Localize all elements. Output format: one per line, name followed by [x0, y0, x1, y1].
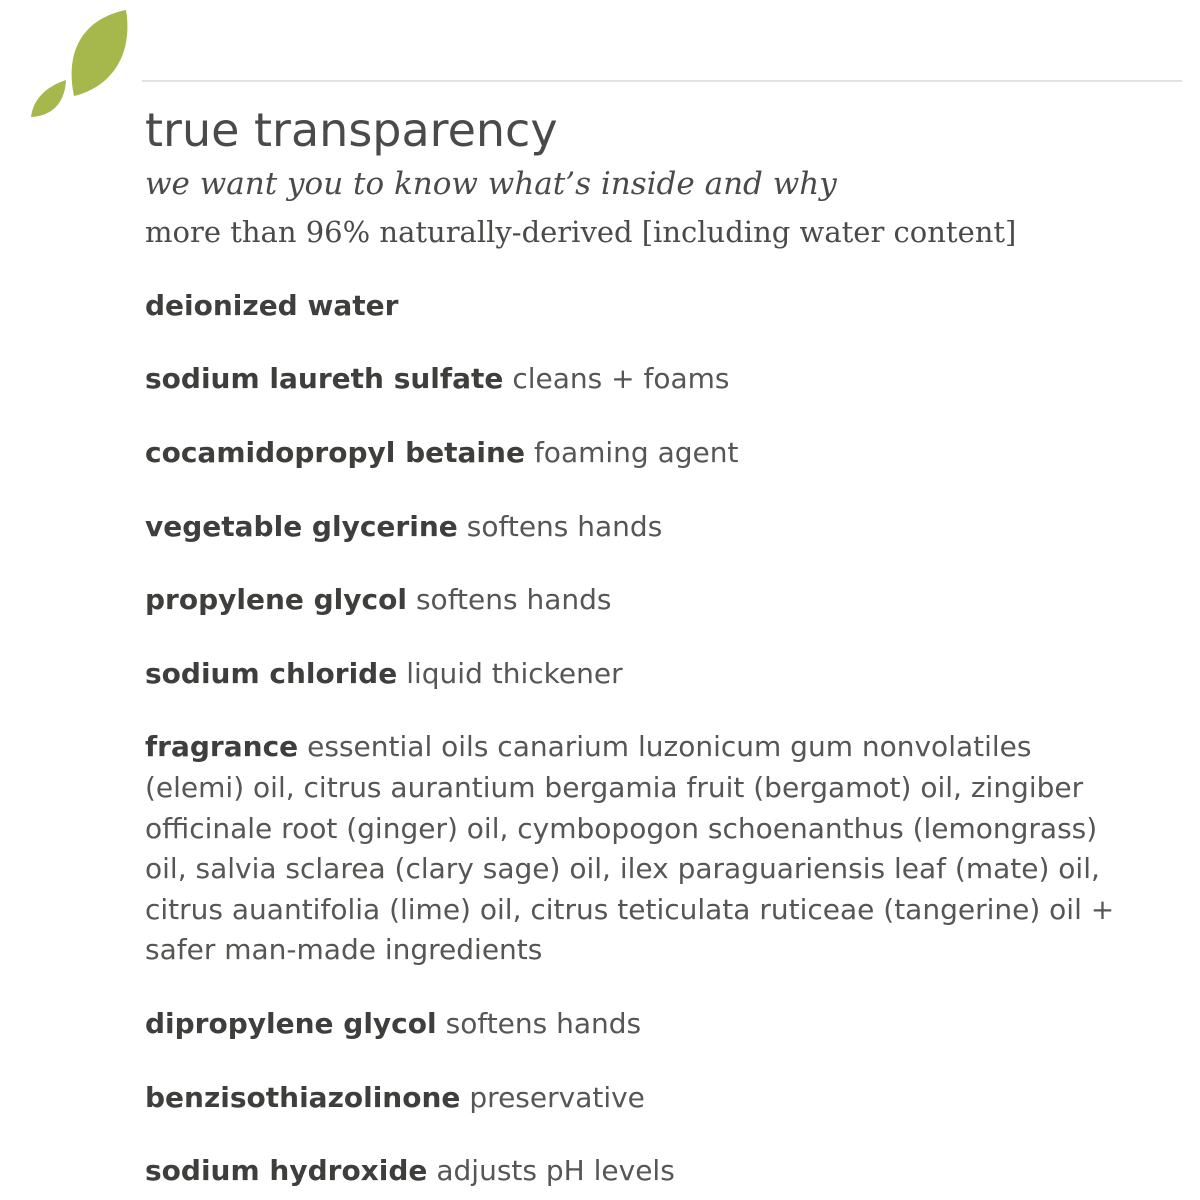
ingredient-item [145, 727, 1123, 971]
ingredient-description: adjusts pH levels [436, 1154, 675, 1188]
page-subtitle: we want you to know what’s inside and why [145, 165, 837, 202]
content-area [145, 104, 1123, 1200]
ingredient-item [145, 286, 1123, 327]
ingredient-name: vegetable glycerine [145, 509, 458, 543]
ingredient-description: softens hands [466, 509, 663, 543]
ingredient-name: sodium laureth sulfate [145, 362, 504, 396]
naturally-derived-statement: more than 96% naturally-derived [including water content] [145, 214, 1017, 249]
ingredient-name: dipropylene glycol [145, 1007, 437, 1041]
ingredient-name: cocamidopropyl betaine [145, 436, 525, 470]
ingredient-item [145, 433, 1123, 474]
ingredient-item [145, 1078, 1123, 1119]
ingredient-description: essential oils canarium luzonicum gum nonvolatiles (elemi) oil, citrus aurantium bergamia fruit (bergamot) oil, zingiber officinale root (ginger) oil, cymbopogon schoenanthus (lemongrass) oil, salvia sclarea (clary sage) oil, ilex paraguariensis leaf (mate) oil, citrus auantifolia (lime) oil, citrus teticulata ruticeae (tangerine) oil + safer man-made ingredients [145, 730, 1115, 967]
ingredient-item [145, 507, 1123, 548]
ingredient-list [145, 286, 1123, 1192]
ingredient-item [145, 654, 1123, 695]
leaf-logo-icon [28, 4, 138, 119]
ingredient-description: foaming agent [533, 436, 739, 470]
ingredient-description: liquid thickener [406, 656, 623, 690]
ingredient-name: propylene glycol [145, 583, 407, 617]
ingredient-item [145, 580, 1123, 621]
ingredient-item [145, 359, 1123, 400]
ingredient-name: sodium hydroxide [145, 1154, 428, 1188]
ingredient-name: benzisothiazolinone [145, 1080, 461, 1114]
ingredient-item [145, 1004, 1123, 1045]
ingredient-name: sodium chloride [145, 656, 398, 690]
page-title: true transparency [145, 103, 558, 157]
ingredient-description: cleans + foams [512, 362, 730, 396]
ingredient-item [145, 1151, 1123, 1192]
header-divider [142, 80, 1182, 82]
ingredient-name: fragrance [145, 730, 299, 764]
ingredient-description: preservative [469, 1080, 645, 1114]
ingredient-description: softens hands [415, 583, 612, 617]
ingredient-name: deionized water [145, 288, 399, 322]
ingredient-description: softens hands [445, 1007, 642, 1041]
